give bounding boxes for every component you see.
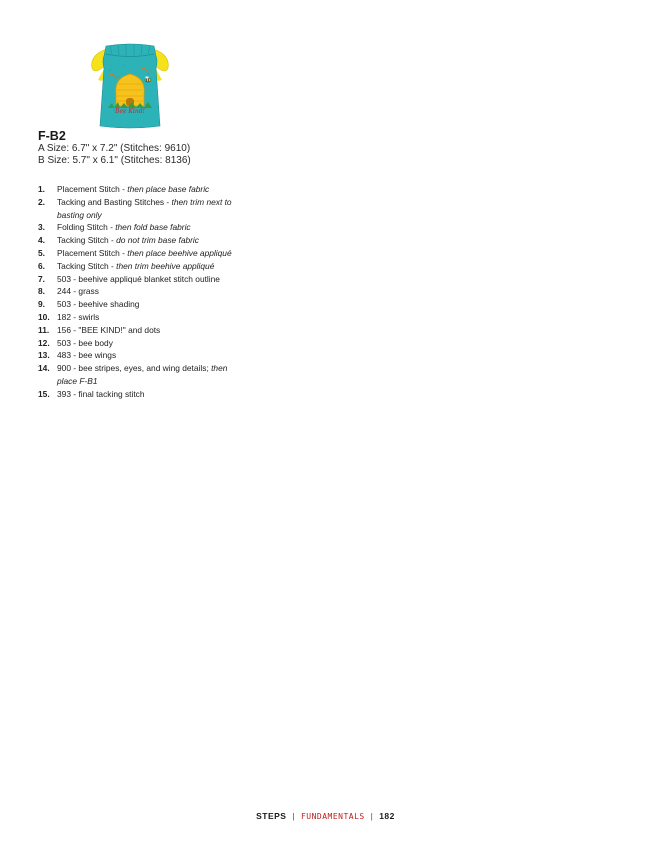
step-text: 244 - grass (57, 286, 99, 297)
bee-kind-bag-image (84, 40, 176, 132)
step-item (38, 337, 238, 350)
page-number: 182 (379, 811, 395, 821)
step-number: 8. (38, 286, 45, 297)
step-item (38, 234, 238, 247)
step-item (38, 311, 238, 324)
step-note: then place F-B1 (57, 363, 228, 386)
step-text: 503 - bee body (57, 337, 113, 348)
step-note: then place beehive appliqué (127, 247, 232, 258)
steps-list (38, 183, 238, 401)
size-a: A Size: 6.7" x 7.2" (Stitches: 9610) (38, 143, 191, 154)
step-text: Tacking and Basting Stitches - (57, 196, 172, 207)
step-note: then trim next to basting only (57, 196, 232, 220)
step-text: 182 - swirls (57, 311, 100, 322)
step-number: 13. (38, 350, 50, 361)
footer-chapter: FUNDAMENTALS (300, 812, 365, 821)
step-text: Tacking Stitch - (57, 260, 117, 271)
step-number: 4. (38, 235, 45, 246)
step-item (38, 362, 238, 388)
size-b: B Size: 5.7" x 6.1" (Stitches: 8136) (38, 155, 191, 166)
step-item (38, 324, 238, 337)
step-item (38, 196, 238, 222)
step-number: 11. (38, 324, 50, 335)
step-item (38, 221, 238, 234)
step-item (38, 247, 238, 260)
step-item (38, 273, 238, 286)
step-text: Placement Stitch - (57, 184, 128, 194)
step-number: 3. (38, 222, 45, 233)
step-text: 156 - "BEE KIND!" and dots (57, 324, 161, 335)
step-number: 10. (38, 311, 50, 322)
step-note: then fold base fabric (115, 222, 191, 233)
step-note: do not trim base fabric (116, 235, 199, 246)
step-note: then place base fabric (127, 184, 210, 194)
step-text: 503 - beehive appliqué blanket stitch outline (57, 273, 220, 284)
step-number: 14. (38, 363, 50, 374)
step-number: 12. (38, 337, 50, 348)
step-text: Tacking Stitch - (57, 235, 117, 246)
embroidery-text: Bee Kind! (115, 108, 145, 115)
step-item (38, 260, 238, 273)
design-heading (38, 129, 298, 167)
step-text: Placement Stitch - (57, 247, 128, 258)
step-item (38, 388, 238, 401)
step-item (38, 349, 238, 362)
design-code: F-B2 (38, 129, 66, 143)
step-note: then trim beehive appliqué (116, 260, 215, 271)
step-item (38, 285, 238, 298)
step-number: 7. (38, 273, 45, 284)
step-number: 2. (38, 196, 45, 207)
step-item (38, 298, 238, 311)
step-text: 900 - bee stripes, eyes, and wing details; (57, 363, 212, 374)
step-item (38, 183, 238, 196)
footer-section: STEPS (256, 811, 287, 821)
step-text: 503 - beehive shading (57, 299, 140, 310)
step-number: 9. (38, 299, 45, 310)
step-text: Folding Stitch - (57, 222, 116, 233)
step-number: 1. (38, 184, 45, 194)
step-number: 15. (38, 388, 50, 399)
step-number: 6. (38, 260, 45, 271)
step-number: 5. (38, 247, 45, 258)
step-text: 483 - bee wings (57, 350, 117, 361)
step-text: 393 - final tacking stitch (57, 388, 145, 399)
page-footer (0, 811, 651, 821)
footer-separator: | (292, 811, 296, 821)
footer-separator: | (370, 811, 374, 821)
